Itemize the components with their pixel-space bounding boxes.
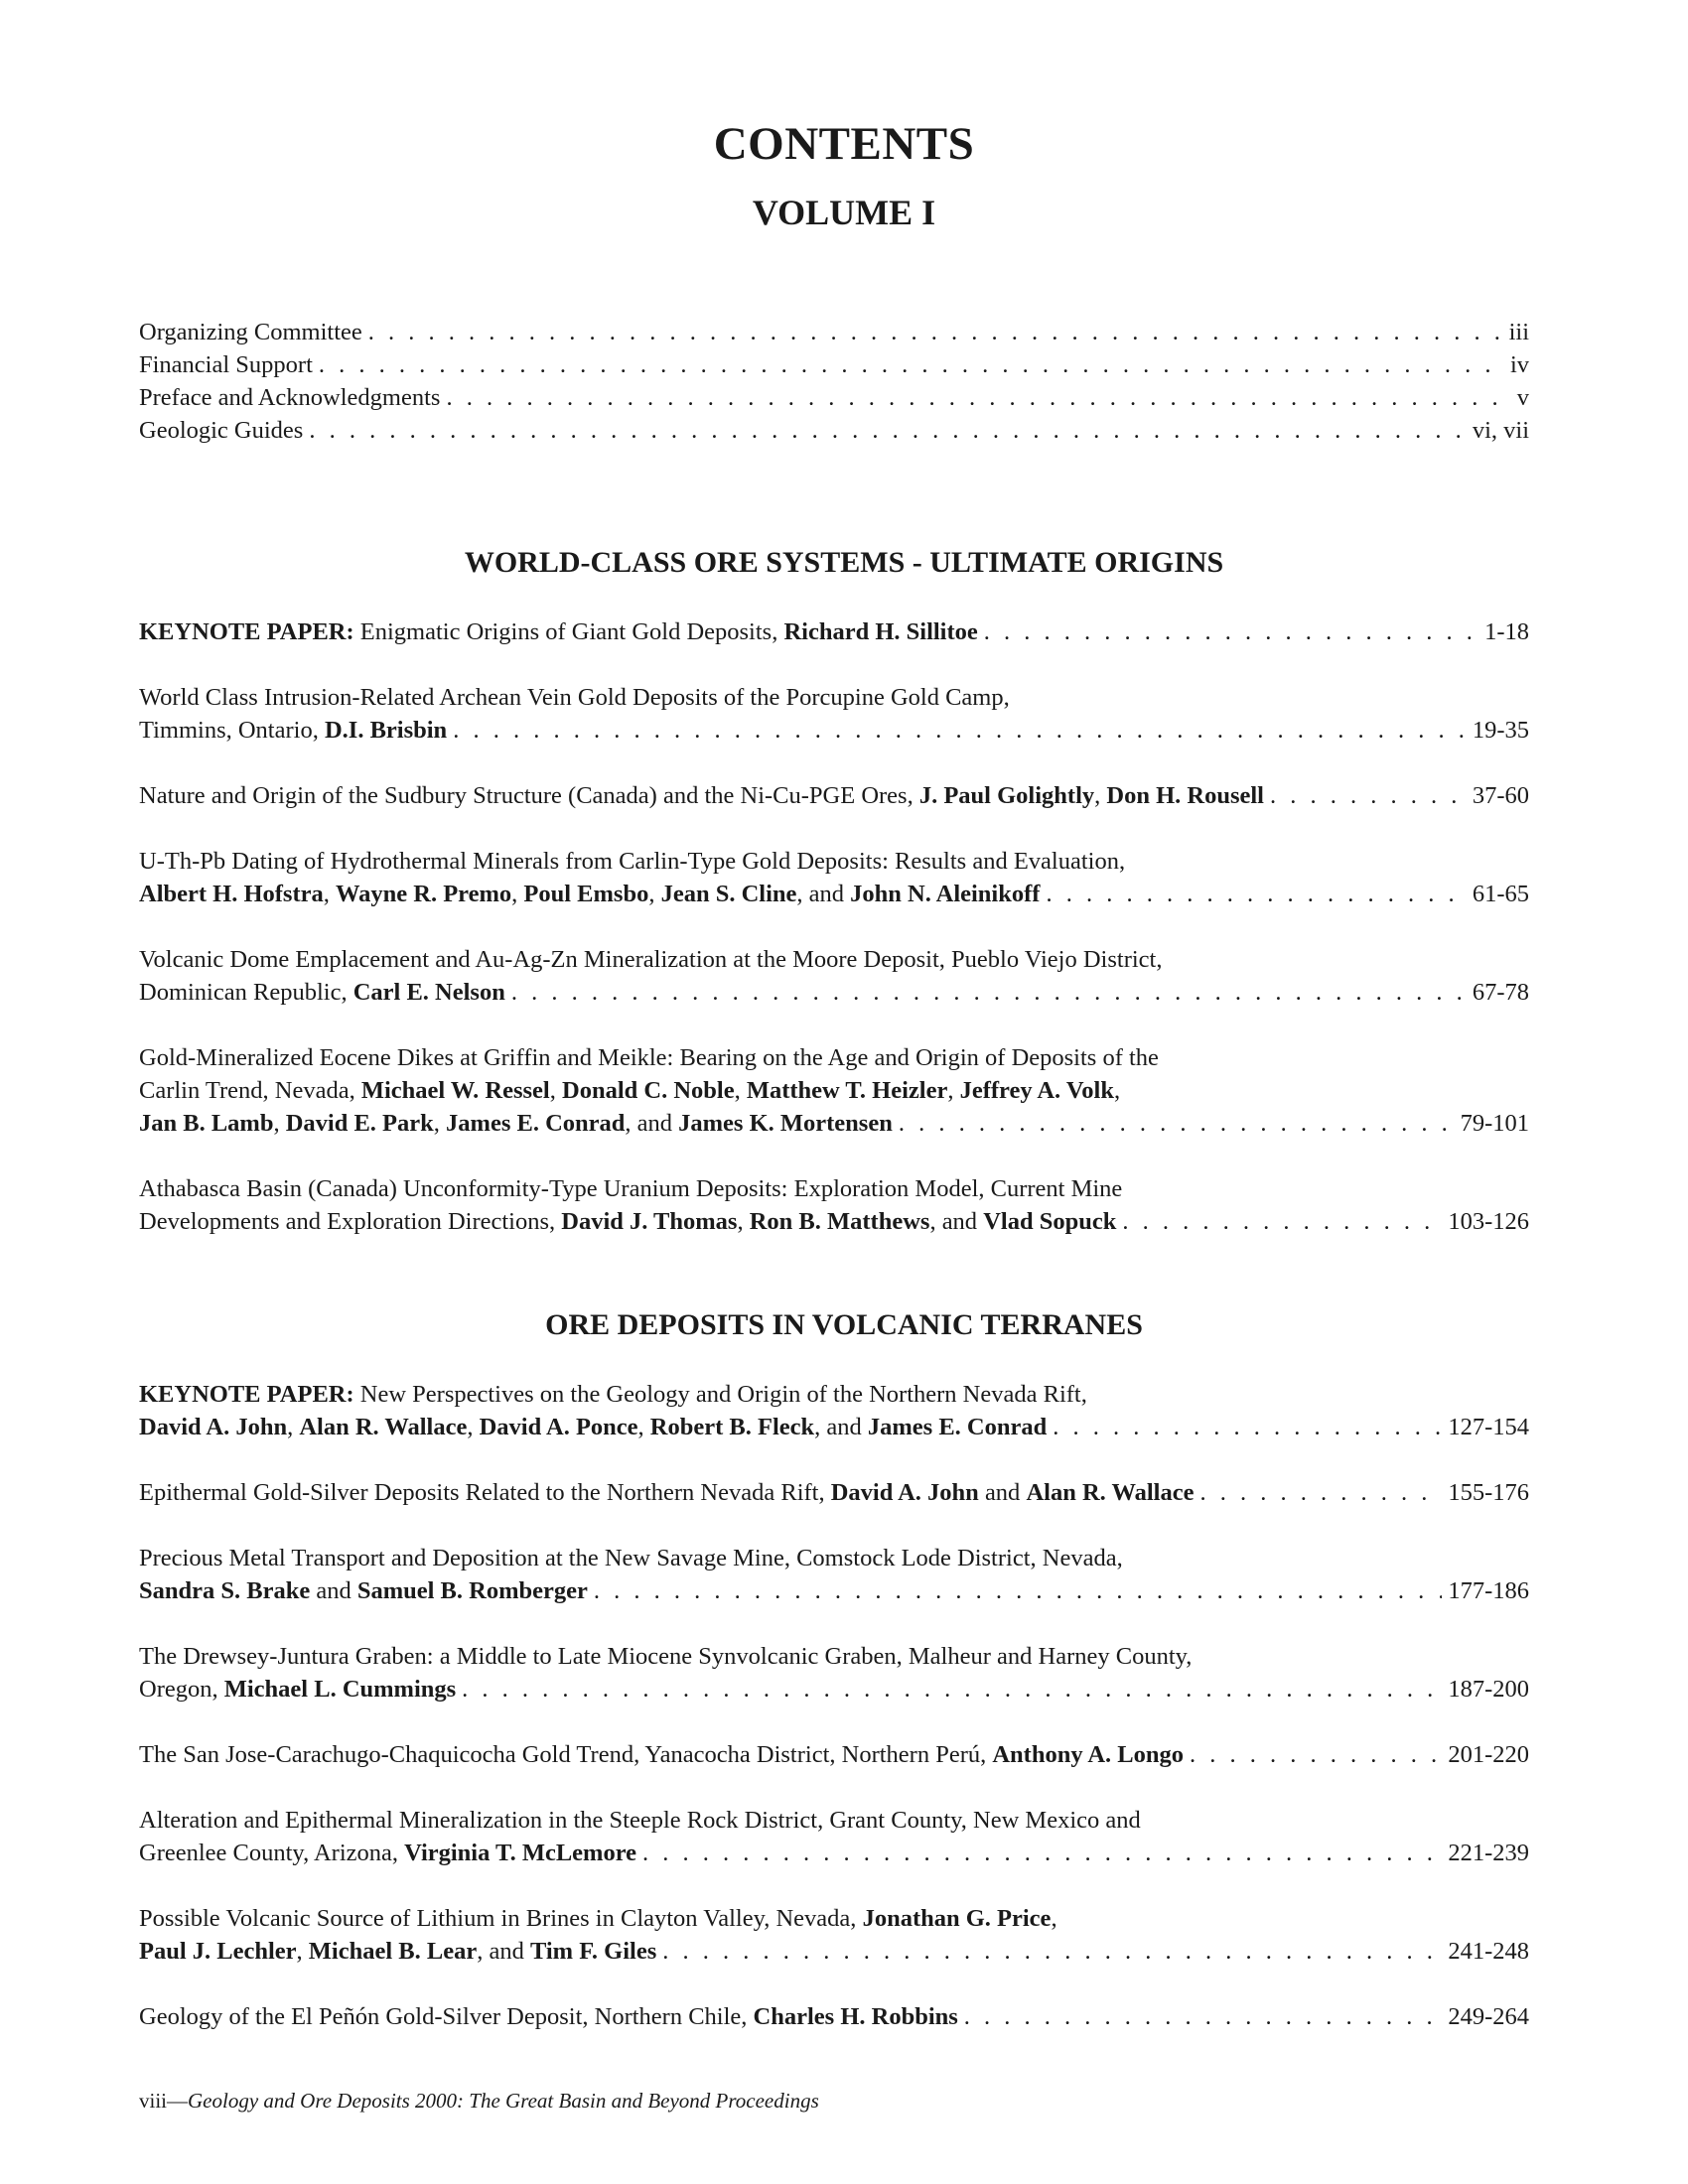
dot-leader <box>1270 779 1467 812</box>
section-heading: WORLD-CLASS ORE SYSTEMS - ULTIMATE ORIGINS <box>464 546 1224 579</box>
author: Michael L. Cummings <box>223 1676 457 1703</box>
entry-title: Enigmatic Origins of Giant Gold Deposits, <box>353 618 784 645</box>
entry-pages: 177-186 <box>1448 1577 1529 1604</box>
author: Jonathan G. Price <box>862 1905 1052 1932</box>
entry-title: Alteration and Epithermal Mineralization in the Steeple Rock District, Grant County, New Mexico and <box>139 1807 1141 1834</box>
dot-leader <box>368 316 1503 348</box>
author: Jean S. Cline <box>660 881 797 907</box>
entry-pages: 61-65 <box>1472 881 1529 907</box>
toc-entry <box>139 1738 1529 1771</box>
author: Jan B. Lamb <box>139 1110 274 1137</box>
author: James K. Mortensen <box>678 1110 893 1137</box>
entry-title: The San Jose-Carachugo-Chaquicocha Gold Trend, Yanacocha District, Northern Perú, <box>139 1741 993 1768</box>
entry-pages: vi, vii <box>1472 417 1529 444</box>
page-footer <box>139 2089 819 2114</box>
toc-entry: U-Th-Pb Dating of Hydrothermal Minerals from Carlin-Type Gold Deposits: Results and Evaluation, Albert H. Hofstra, Wayne R. Premo, Poul Emsbo, Jean S. Cline, and John N. Aleinikoff . . . 61-65 <box>139 845 1529 910</box>
toc-entry <box>139 943 1529 1009</box>
author: Albert H. Hofstra <box>139 881 324 907</box>
entry-title: Financial Support <box>139 351 313 378</box>
entry-title: Precious Metal Transport and Deposition at the New Savage Mine, Comstock Lode District, Nevada, <box>139 1545 1123 1571</box>
dot-leader <box>511 976 1467 1009</box>
toc-entry: Gold-Mineralized Eocene Dikes at Griffin and Meikle: Bearing on the Age and Origin of Deposits of the Carlin Trend, Nevada, Michael W. Ressel, Donald C. Noble, Matthew T. Heizler, Jeffrey A. Volk, Jan B. Lamb, David E. Park, James E. Conrad, and James K. Mortensen . . . 79-101 <box>139 1041 1529 1140</box>
author: Sandra S. Brake <box>139 1577 311 1604</box>
author: Michael W. Ressel <box>360 1077 550 1104</box>
keynote-label: KEYNOTE PAPER: <box>139 1381 354 1408</box>
author: Anthony A. Longo <box>992 1741 1185 1768</box>
volume-title: VOLUME I <box>752 193 936 232</box>
toc-entry <box>139 1640 1529 1706</box>
entry-pages: 67-78 <box>1472 979 1529 1006</box>
entry-title: Nature and Origin of the Sudbury Structure (Canada) and the Ni-Cu-PGE Ores, <box>139 782 919 809</box>
dot-leader <box>319 348 1504 381</box>
toc-entry: Athabasca Basin (Canada) Unconformity-Type Uranium Deposits: Exploration Model, Current Mine Developments and Exploration Directions, David J. Thomas, Ron B. Matthews, and Vlad Sopuck . . . 103-126 <box>139 1172 1529 1238</box>
author: Richard H. Sillitoe <box>783 618 978 645</box>
author: Alan R. Wallace <box>1026 1479 1195 1506</box>
entry-pages: 37-60 <box>1472 782 1529 809</box>
entry-pages: v <box>1516 384 1529 411</box>
entry-pages: 187-200 <box>1448 1676 1529 1703</box>
entry-title: Volcanic Dome Emplacement and Au-Ag-Zn Mineralization at the Moore Deposit, Pueblo Viejo District, <box>139 946 1163 973</box>
dot-leader <box>964 2000 1443 2033</box>
author: Matthew T. Heizler <box>746 1077 948 1104</box>
author: James E. Conrad <box>446 1110 626 1137</box>
entry-title: Organizing Committee <box>139 319 362 345</box>
toc-entry <box>139 348 1529 381</box>
entry-title-cont: Dominican Republic, <box>139 979 353 1006</box>
section-heading: ORE DEPOSITS IN VOLCANIC TERRANES <box>545 1308 1143 1341</box>
dot-leader <box>462 1673 1442 1706</box>
dot-leader <box>1122 1205 1442 1238</box>
dot-leader <box>662 1935 1442 1968</box>
toc-entry <box>139 1804 1529 1869</box>
keynote-label: KEYNOTE PAPER: <box>139 618 354 645</box>
author: D.I. Brisbin <box>324 717 448 744</box>
front-matter-list <box>139 316 1529 447</box>
author: Samuel B. Romberger <box>356 1577 588 1604</box>
dot-leader <box>1199 1476 1442 1509</box>
entry-title-cont: Developments and Exploration Directions, <box>139 1208 562 1235</box>
publication-title: Geology and Ore Deposits 2000: The Great Basin and Beyond Proceedings <box>188 2089 819 2113</box>
entry-pages: 1-18 <box>1484 618 1529 645</box>
dot-leader <box>309 414 1466 447</box>
author: Carl E. Nelson <box>352 979 505 1006</box>
toc-entry: KEYNOTE PAPER: New Perspectives on the Geology and Origin of the Northern Nevada Rift, David A. John, Alan R. Wallace, David A. Ponce, Robert B. Fleck, and James E. Conrad . . . 127-154 <box>139 1378 1529 1443</box>
entry-title: Possible Volcanic Source of Lithium in Brines in Clayton Valley, Nevada, <box>139 1905 863 1932</box>
section-entries <box>139 615 1529 1271</box>
author: Wayne R. Premo <box>336 881 512 907</box>
dot-leader <box>984 615 1478 648</box>
toc-entry <box>139 2000 1529 2033</box>
footer-dash: — <box>167 2089 189 2113</box>
author: David E. Park <box>285 1110 434 1137</box>
entry-pages: iv <box>1509 351 1529 378</box>
author: David A. Ponce <box>479 1414 638 1440</box>
author: Paul J. Lechler <box>139 1938 297 1965</box>
toc-entry <box>139 681 1529 747</box>
toc-entry: Nature and Origin of the Sudbury Structure (Canada) and the Ni-Cu-PGE Ores, J. Paul Golightly, Don H. Rousell . . . 37-60 <box>139 779 1529 812</box>
dot-leader <box>446 381 1510 414</box>
toc-entry: Possible Volcanic Source of Lithium in Brines in Clayton Valley, Nevada, Jonathan G. Price, Paul J. Lechler, Michael B. Lear, and Tim F. Giles . . . 241-248 <box>139 1902 1529 1968</box>
author: J. Paul Golightly <box>918 782 1095 809</box>
author: Vlad Sopuck <box>983 1208 1117 1235</box>
toc-entry <box>139 414 1529 447</box>
author: Michael B. Lear <box>308 1938 478 1965</box>
dot-leader <box>899 1107 1455 1140</box>
dot-leader <box>642 1837 1442 1869</box>
entry-pages: 79-101 <box>1460 1110 1529 1137</box>
entry-title: New Perspectives on the Geology and Origin of the Northern Nevada Rift, <box>353 1381 1087 1408</box>
toc-entry: Precious Metal Transport and Deposition at the New Savage Mine, Comstock Lode District, Nevada, Sandra S. Brake and Samuel B. Romberger . . . 177-186 <box>139 1542 1529 1607</box>
author: David A. John <box>139 1414 288 1440</box>
entry-title-cont: Oregon, <box>139 1676 224 1703</box>
entry-title-cont: Carlin Trend, Nevada, <box>139 1077 361 1104</box>
entry-title: Geologic Guides <box>139 417 304 444</box>
entry-title: Athabasca Basin (Canada) Unconformity-Type Uranium Deposits: Exploration Model, Current Mine <box>139 1175 1123 1202</box>
section-entries <box>139 1378 1529 2066</box>
author: Robert B. Fleck <box>649 1414 815 1440</box>
entry-pages: 201-220 <box>1448 1741 1529 1768</box>
entry-pages: 127-154 <box>1448 1414 1529 1440</box>
entry-title: U-Th-Pb Dating of Hydrothermal Minerals from Carlin-Type Gold Deposits: Results and Evaluation, <box>139 848 1126 875</box>
entry-pages: 19-35 <box>1472 717 1529 744</box>
entry-title-cont: Greenlee County, Arizona, <box>139 1840 405 1866</box>
author: Charles H. Robbins <box>753 2003 958 2030</box>
entry-title: World Class Intrusion-Related Archean Vein Gold Deposits of the Porcupine Gold Camp, <box>139 684 1010 711</box>
dot-leader <box>1046 878 1466 910</box>
toc-entry: Epithermal Gold-Silver Deposits Related to the Northern Nevada Rift, David A. John and Alan R. Wallace . . . 155-176 <box>139 1476 1529 1509</box>
author: James E. Conrad <box>867 1414 1048 1440</box>
author: Alan R. Wallace <box>299 1414 468 1440</box>
page-number: viii <box>139 2089 168 2113</box>
entry-title: The Drewsey-Juntura Graben: a Middle to Late Miocene Synvolcanic Graben, Malheur and Harney County, <box>139 1643 1193 1670</box>
author: Donald C. Noble <box>562 1077 735 1104</box>
author: Ron B. Matthews <box>749 1208 930 1235</box>
author: David A. John <box>830 1479 979 1506</box>
dot-leader <box>453 714 1467 747</box>
toc-entry <box>139 615 1529 648</box>
entry-pages: 249-264 <box>1448 2003 1529 2030</box>
author: David J. Thomas <box>561 1208 738 1235</box>
author: John N. Aleinikoff <box>850 881 1041 907</box>
author: Jeffrey A. Volk <box>959 1077 1114 1104</box>
entry-pages: 155-176 <box>1448 1479 1529 1506</box>
page-title: CONTENTS <box>713 118 975 170</box>
entry-pages: 241-248 <box>1448 1938 1529 1965</box>
author: Tim F. Giles <box>529 1938 657 1965</box>
dot-leader <box>1053 1411 1442 1443</box>
entry-title: Geology of the El Peñón Gold-Silver Deposit, Northern Chile, <box>139 2003 754 2030</box>
dot-leader <box>594 1574 1442 1607</box>
author: Virginia T. McLemore <box>404 1840 636 1866</box>
entry-title: Gold-Mineralized Eocene Dikes at Griffin and Meikle: Bearing on the Age and Origin of Deposits of the <box>139 1044 1159 1071</box>
entry-title: Epithermal Gold-Silver Deposits Related to the Northern Nevada Rift, <box>139 1479 831 1506</box>
author: Poul Emsbo <box>523 881 649 907</box>
entry-pages: 221-239 <box>1448 1840 1529 1866</box>
entry-pages: 103-126 <box>1448 1208 1529 1235</box>
toc-entry <box>139 316 1529 348</box>
dot-leader <box>1190 1738 1442 1771</box>
author: Don H. Rousell <box>1106 782 1264 809</box>
entry-pages: iii <box>1508 319 1529 345</box>
entry-title: Preface and Acknowledgments <box>139 384 441 411</box>
toc-entry <box>139 381 1529 414</box>
entry-title-cont: Timmins, Ontario, <box>139 717 325 744</box>
